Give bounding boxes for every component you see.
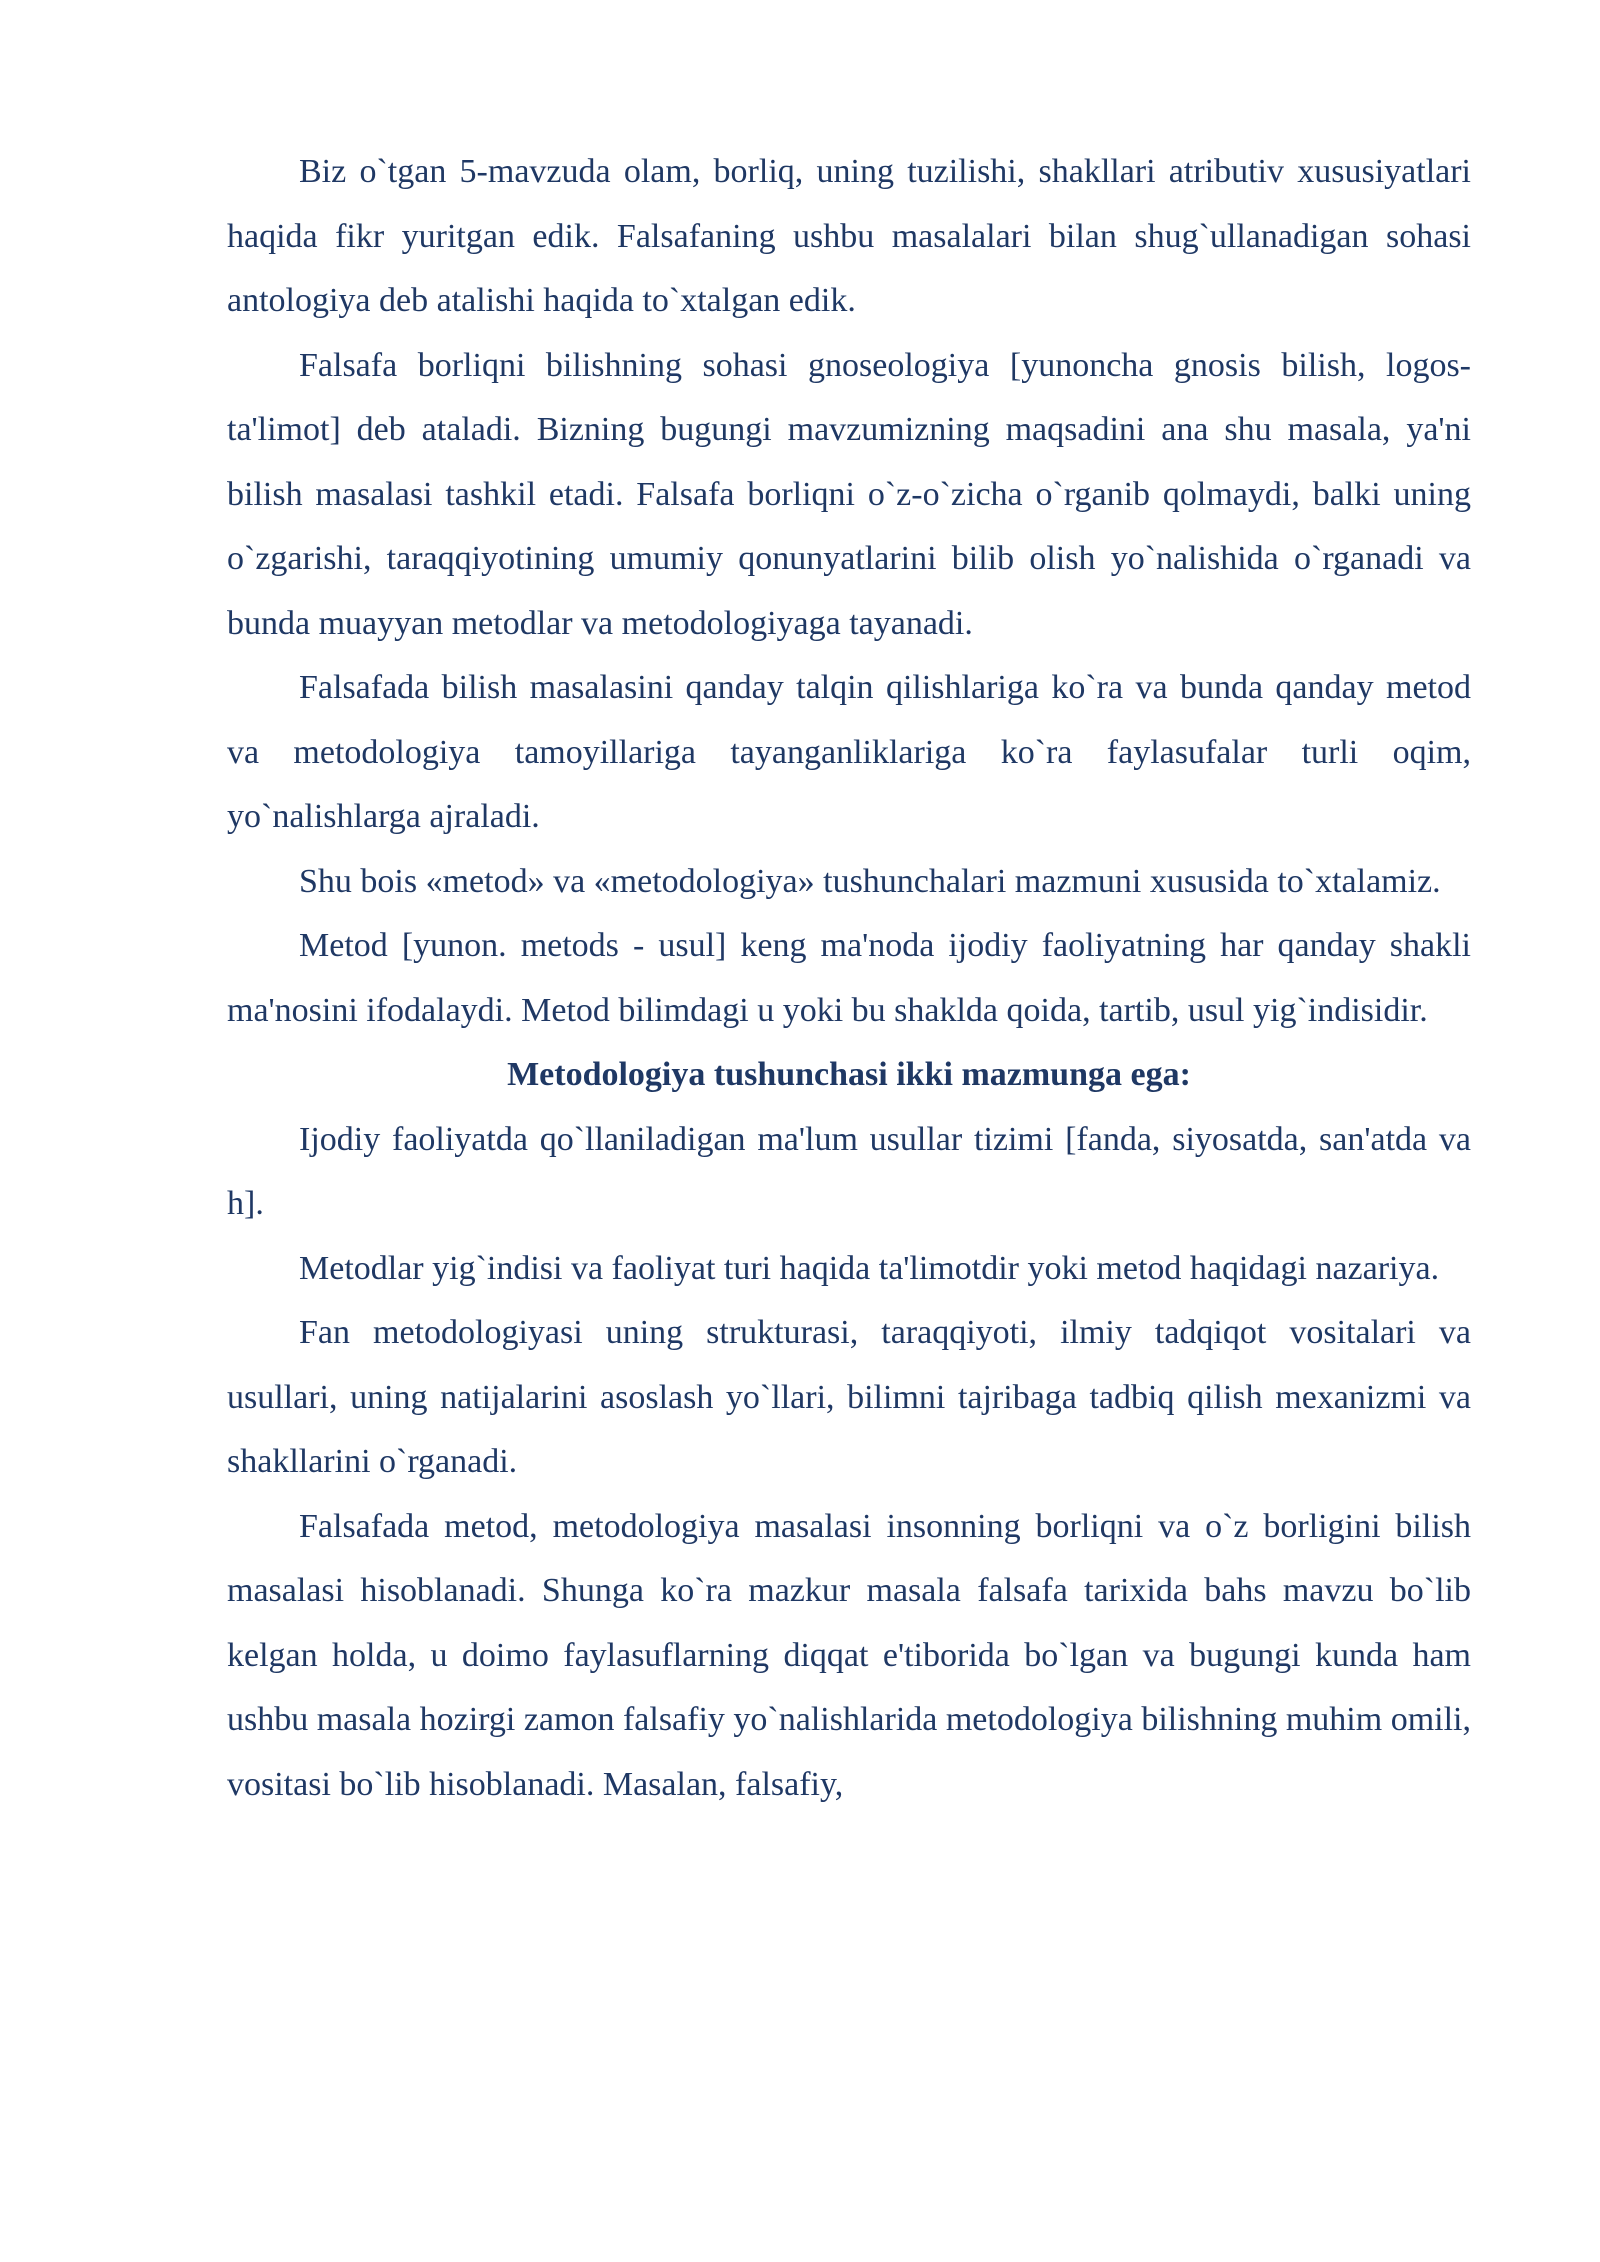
- document-page: [227, 140, 1471, 1817]
- section-heading: Metodologiya tushunchasi ikki mazmunga ega:: [507, 1056, 1191, 1093]
- paragraph-tushunchalar: Shu bois «metod» va «metodologiya» tushunchalari mazmuni xususida to`xtalamiz.: [299, 862, 1441, 900]
- paragraph-fan-metodologiyasi: Fan metodologiyasi uning strukturasi, taraqqiyoti, ilmiy tadqiqot vositalari va usullari, uning natijalarini asoslash yo`llari, bilimni tajribaga tadbiq qilish mexanizmi va shakllarini o`rganadi.: [227, 1314, 1471, 1480]
- paragraph-falsafada-metod: Falsafada metod, metodologiya masalasi insonning borliqni va o`z borligini bilish masalasi hisoblanadi. Shunga ko`ra mazkur masala falsafa tarixida bahs mavzu bo`lib kelgan holda, u doimo faylasuflarning diqqat e'tiborida bo`lgan va bugungi kunda ham ushbu masala hozirgi zamon falsafiy yo`nalishlarida metodologiya bilishning muhim omili, vositasi bo`lib hisoblanadi. Masalan, falsafiy,: [227, 1507, 1471, 1803]
- paragraph-oqimlar: Falsafada bilish masalasini qanday talqin qilishlariga ko`ra va bunda qanday metod va metodologiya tamoyillariga tayanganliklariga ko`ra faylasufalar turli oqim, yo`nalishlarga ajraladi.: [227, 669, 1471, 835]
- paragraph-gnoseologiya: Falsafa borliqni bilishning sohasi gnoseologiya [yunoncha gnosis bilish, logos-ta'limot] deb ataladi. Bizning bugungi mavzumizning maqsadini ana shu masala, ya'ni bilish masalasi tashkil etadi. Falsafa borliqni o`z-o`zicha o`rganib qolmaydi, balki uning o`zgarishi, taraqqiyotining umumiy qonunyatlarini bilib olish yo`nalishida o`rganadi va bunda muayyan metodlar va metodologiyaga tayanadi.: [227, 346, 1471, 642]
- paragraph-metod: Metod [yunon. metods - usul] keng ma'noda ijodiy faoliyatning har qanday shakli ma'nosini ifodalaydi. Metod bilimdagi u yoki bu shaklda qoida, tartib, usul yig`indisidir.: [227, 927, 1471, 1029]
- paragraph-definition-2: Metodlar yig`indisi va faoliyat turi haqida ta'limotdir yoki metod haqidagi nazariya.: [299, 1249, 1440, 1287]
- paragraph-intro: Biz o`tgan 5-mavzuda olam, borliq, uning tuzilishi, shakllari atributiv xususiyatlari haqida fikr yuritgan edik. Falsafaning ushbu masalalari bilan shug`ullanadigan sohasi antologiya deb atalishi haqida to`xtalgan edik.: [227, 153, 1471, 319]
- paragraph-definition-1: Ijodiy faoliyatda qo`llaniladigan ma'lum usullar tizimi [fanda, siyosatda, san'atda va h].: [227, 1120, 1471, 1222]
